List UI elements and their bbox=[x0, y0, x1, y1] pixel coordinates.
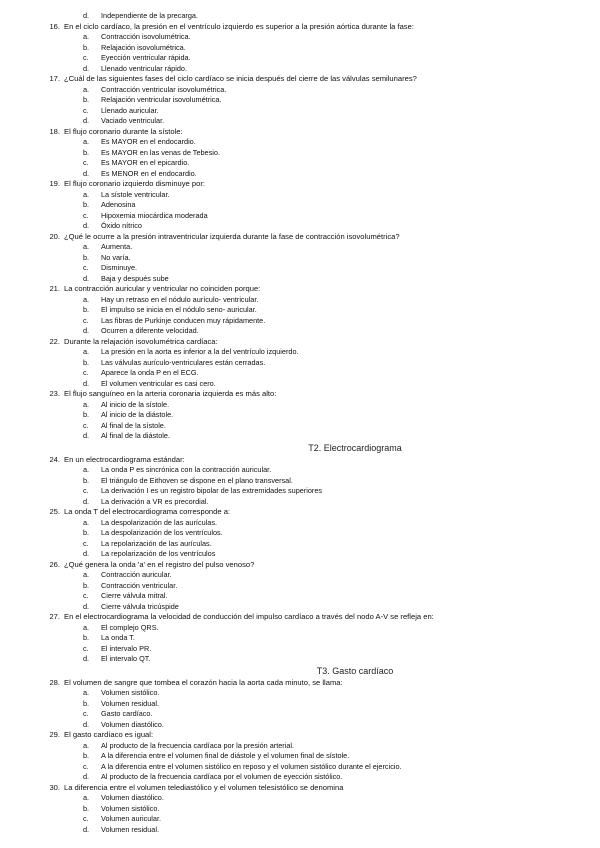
option-text: La despolarización de los ventrículos. bbox=[101, 528, 223, 537]
answer-option bbox=[0, 200, 600, 211]
answer-option bbox=[0, 326, 600, 337]
answer-option bbox=[0, 431, 600, 442]
question-number: 30. bbox=[49, 782, 60, 792]
option-text: Al final de la sístole. bbox=[101, 420, 166, 430]
question-number: 16. bbox=[49, 21, 60, 31]
answer-option bbox=[0, 253, 600, 264]
option-letter: d. bbox=[83, 326, 90, 335]
question-text: La onda T del electrocardiograma corresponde a: bbox=[64, 507, 231, 516]
answer-option bbox=[0, 497, 600, 508]
option-text: Contracción isovolumétrica. bbox=[101, 32, 191, 41]
answer-option bbox=[0, 32, 600, 43]
option-letter: d. bbox=[83, 824, 90, 834]
question-number: 28. bbox=[49, 677, 60, 687]
option-text: Volumen sistólico. bbox=[101, 803, 160, 813]
option-letter: c. bbox=[83, 210, 89, 220]
option-letter: d. bbox=[83, 221, 90, 230]
section-heading: T2. Electrocardiograma bbox=[308, 442, 402, 453]
option-letter: b. bbox=[83, 528, 90, 537]
option-letter: b. bbox=[83, 410, 90, 419]
exam-page bbox=[0, 11, 600, 835]
option-text: Es MENOR en el endocardio. bbox=[101, 168, 197, 178]
question-row bbox=[0, 730, 600, 741]
option-text: Contracción ventricular. bbox=[101, 580, 178, 590]
option-letter: b. bbox=[83, 305, 90, 314]
option-text: Al final de la diástole. bbox=[101, 431, 170, 440]
answer-option bbox=[0, 379, 600, 390]
answer-option bbox=[0, 720, 600, 731]
option-text: La derivación I es un registro bipolar de las extremidades superiores bbox=[101, 486, 323, 495]
option-text: El volumen ventricular es casi cero. bbox=[101, 378, 216, 388]
option-letter: d. bbox=[83, 496, 90, 506]
option-letter: c. bbox=[83, 263, 89, 272]
answer-option bbox=[0, 85, 600, 96]
answer-option bbox=[0, 570, 600, 581]
answer-option bbox=[0, 741, 600, 752]
option-text: El intervalo QT. bbox=[101, 654, 151, 663]
option-text: La onda P es sincrónica con la contracción auricular. bbox=[101, 465, 272, 474]
question-number: 19. bbox=[49, 179, 60, 188]
question-row bbox=[0, 22, 600, 33]
option-letter: a. bbox=[83, 84, 90, 94]
option-text: A la diferencia entre el volumen sistólico en reposo y el volumen sistólico durante el ejercicio. bbox=[101, 761, 402, 771]
answer-option bbox=[0, 709, 600, 720]
option-letter: b. bbox=[83, 803, 90, 813]
option-text: Llenado auricular. bbox=[101, 105, 159, 115]
option-letter: c. bbox=[83, 105, 89, 115]
option-letter: c. bbox=[83, 814, 89, 823]
question-number: 25. bbox=[49, 507, 60, 516]
answer-option bbox=[0, 528, 600, 539]
option-letter: c. bbox=[83, 315, 89, 325]
option-text: El complejo QRS. bbox=[101, 622, 159, 632]
option-text: Las válvulas aurículo-ventriculares están cerradas. bbox=[101, 357, 266, 367]
option-text: Óxido nítrico bbox=[101, 221, 142, 230]
answer-option bbox=[0, 772, 600, 783]
option-text: Volumen diastólico. bbox=[101, 719, 164, 729]
answer-option bbox=[0, 581, 600, 592]
option-text: Volumen auricular. bbox=[101, 814, 162, 823]
answer-option bbox=[0, 804, 600, 815]
option-text: Cierre válvula tricúspide bbox=[101, 601, 179, 611]
option-letter: a. bbox=[83, 137, 90, 146]
option-letter: a. bbox=[83, 294, 90, 304]
option-letter: b. bbox=[83, 42, 90, 52]
question-row bbox=[0, 337, 600, 348]
option-letter: b. bbox=[83, 252, 90, 262]
option-letter: d. bbox=[83, 273, 90, 283]
question-row bbox=[0, 455, 600, 466]
option-letter: a. bbox=[83, 242, 90, 251]
question-text: Durante la relajación isovolumétrica cardíaca: bbox=[64, 336, 218, 346]
option-text: La onda T. bbox=[101, 633, 135, 642]
answer-option bbox=[0, 158, 600, 169]
answer-option bbox=[0, 400, 600, 411]
answer-option bbox=[0, 211, 600, 222]
question-number: 20. bbox=[49, 231, 60, 241]
option-text: Al inicio de la sístole. bbox=[101, 399, 170, 409]
option-text: A la diferencia entre el volumen final de diástole y el volumen final de sístole. bbox=[101, 751, 350, 760]
option-text: Llenado ventricular rápido. bbox=[101, 63, 187, 73]
option-text: Adenosina bbox=[101, 200, 136, 209]
option-text: Independiente de la precarga. bbox=[101, 11, 198, 20]
question-number: 18. bbox=[49, 126, 60, 136]
answer-option bbox=[0, 53, 600, 64]
option-letter: c. bbox=[83, 53, 89, 62]
answer-option bbox=[0, 347, 600, 358]
option-letter: d. bbox=[83, 431, 90, 440]
option-letter: b. bbox=[83, 475, 90, 485]
option-letter: a. bbox=[83, 740, 90, 750]
option-letter: d. bbox=[83, 549, 90, 558]
option-letter: d. bbox=[83, 168, 90, 178]
option-text: Volumen residual. bbox=[101, 824, 160, 834]
option-text: Vaciado ventricular. bbox=[101, 116, 165, 125]
question-text: En el ciclo cardíaco, la presión en el ventrículo izquierdo es superior a la presión aórtica durante la fase: bbox=[64, 21, 414, 31]
answer-option bbox=[0, 549, 600, 560]
option-text: Cierre válvula mitral. bbox=[101, 591, 168, 600]
option-letter: b. bbox=[83, 580, 90, 590]
option-letter: a. bbox=[83, 399, 90, 409]
option-text: No varía. bbox=[101, 252, 131, 262]
option-letter: d. bbox=[83, 772, 90, 781]
answer-option bbox=[0, 305, 600, 316]
question-text: ¿Qué le ocurre a la presión intraventricular izquierda durante la fase de contracción isovolumétrica? bbox=[64, 231, 400, 241]
question-row bbox=[0, 127, 600, 138]
option-text: Las fibras de Purkinje conducen muy rápidamente. bbox=[101, 315, 266, 325]
option-text: Hay un retraso en el nódulo aurículo- ventricular. bbox=[101, 294, 259, 304]
question-row bbox=[0, 678, 600, 689]
option-text: Disminuye. bbox=[101, 263, 138, 272]
option-text: Volumen sistólico. bbox=[101, 688, 160, 697]
question-row bbox=[0, 389, 600, 400]
option-text: La derivación a VR es precordial. bbox=[101, 496, 209, 506]
option-text: Relajación ventricular isovolumétrica. bbox=[101, 95, 222, 104]
option-letter: d. bbox=[83, 654, 90, 663]
option-letter: c. bbox=[83, 761, 89, 771]
question-text: En el electrocardiograma la velocidad de conducción del impulso cardíaco a través del nodo A-V se refleja en: bbox=[64, 612, 434, 621]
option-text: Es MAYOR en las venas de Tebesio. bbox=[101, 147, 220, 157]
option-letter: a. bbox=[83, 622, 90, 632]
option-text: Eyección ventricular rápida. bbox=[101, 53, 191, 62]
option-letter: d. bbox=[83, 601, 90, 611]
question-text: ¿Qué genera la onda 'a' en el registro del pulso venoso? bbox=[64, 559, 255, 569]
option-text: La despolarización de las aurículas. bbox=[101, 517, 218, 527]
answer-option bbox=[0, 644, 600, 655]
option-text: La presión en la aorta es inferior a la del ventrículo izquierdo. bbox=[101, 347, 299, 356]
option-letter: a. bbox=[83, 189, 90, 199]
option-letter: c. bbox=[83, 368, 89, 377]
option-letter: d. bbox=[83, 378, 90, 388]
answer-option bbox=[0, 793, 600, 804]
question-number: 23. bbox=[49, 389, 60, 398]
answer-option bbox=[0, 316, 600, 327]
answer-option bbox=[0, 476, 600, 487]
option-text: Contracción ventricular isovolumétrica. bbox=[101, 84, 227, 94]
option-text: La repolarización de los ventrículos bbox=[101, 549, 216, 558]
question-number: 26. bbox=[49, 559, 60, 569]
question-text: El volumen de sangre que tombea el corazón hacia la aorta cada minuto, se llama: bbox=[64, 677, 343, 687]
question-row bbox=[0, 179, 600, 190]
answer-option bbox=[0, 274, 600, 285]
option-text: La sístole ventricular. bbox=[101, 189, 170, 199]
answer-option bbox=[0, 602, 600, 613]
option-letter: d. bbox=[83, 116, 90, 125]
option-text: Al producto de la frecuencia cardíaca por la presión arterial. bbox=[101, 740, 295, 750]
option-letter: c. bbox=[83, 486, 89, 495]
answer-option bbox=[0, 699, 600, 710]
option-letter: c. bbox=[83, 591, 89, 600]
option-text: Baja y después sube bbox=[101, 273, 169, 283]
answer-option bbox=[0, 654, 600, 665]
answer-option bbox=[0, 116, 600, 127]
answer-option bbox=[0, 486, 600, 497]
answer-option bbox=[0, 591, 600, 602]
option-text: El impulso se inicia en el nódulo seno- auricular. bbox=[101, 305, 257, 314]
option-letter: b. bbox=[83, 147, 90, 157]
answer-option bbox=[0, 137, 600, 148]
answer-option bbox=[0, 148, 600, 159]
answer-option bbox=[0, 465, 600, 476]
option-text: Gasto cardíaco. bbox=[101, 709, 153, 718]
option-letter: a. bbox=[83, 465, 90, 474]
option-text: Es MAYOR en el endocardio. bbox=[101, 137, 196, 146]
option-text: Volumen residual. bbox=[101, 698, 160, 708]
answer-option bbox=[0, 95, 600, 106]
question-number: 24. bbox=[49, 454, 60, 464]
answer-option bbox=[0, 421, 600, 432]
option-text: El triángulo de Eithoven se dispone en el plano transversal. bbox=[101, 475, 293, 485]
option-letter: a. bbox=[83, 570, 90, 579]
question-number: 21. bbox=[49, 284, 60, 293]
answer-option bbox=[0, 263, 600, 274]
question-text: El flujo coronario izquierdo disminuye por: bbox=[64, 179, 205, 188]
option-letter: d. bbox=[83, 719, 90, 729]
section-heading: T3. Gasto cardíaco bbox=[316, 665, 394, 676]
question-row bbox=[0, 232, 600, 243]
question-number: 17. bbox=[49, 74, 60, 83]
question-number: 22. bbox=[49, 336, 60, 346]
option-letter: a. bbox=[83, 347, 90, 356]
question-row bbox=[0, 783, 600, 794]
question-text: La contracción auricular y ventricular no coinciden porque: bbox=[64, 284, 261, 293]
answer-option bbox=[0, 623, 600, 634]
option-letter: b. bbox=[83, 95, 90, 104]
option-text: Hipoxemia miocárdica moderada bbox=[101, 210, 208, 220]
option-text: Al inicio de la diástole. bbox=[101, 410, 174, 419]
question-number: 29. bbox=[49, 730, 60, 739]
question-text: El gasto cardíaco es igual: bbox=[64, 730, 154, 739]
question-row bbox=[0, 507, 600, 518]
question-text: ¿Cuál de las siguientes fases del ciclo cardíaco se inicia después del cierre de las válvulas semilunares? bbox=[64, 74, 417, 83]
question-text: El flujo sanguíneo en la arteria coronaria izquierda es más alto: bbox=[64, 389, 277, 398]
option-letter: b. bbox=[83, 200, 90, 209]
option-letter: a. bbox=[83, 688, 90, 697]
question-row bbox=[0, 612, 600, 623]
answer-option bbox=[0, 242, 600, 253]
option-text: Volumen diastólico. bbox=[101, 793, 164, 802]
answer-option bbox=[0, 295, 600, 306]
answer-option bbox=[0, 358, 600, 369]
answer-option bbox=[0, 11, 600, 22]
question-text: En un electrocardiograma estándar: bbox=[64, 454, 185, 464]
answer-option bbox=[0, 518, 600, 529]
option-letter: b. bbox=[83, 698, 90, 708]
question-number: 27. bbox=[49, 612, 60, 621]
option-text: Relajación isovolumétrica. bbox=[101, 42, 186, 52]
option-text: Al producto de la frecuencia cardíaca por el volumen de eyección sistólico. bbox=[101, 772, 343, 781]
answer-option bbox=[0, 825, 600, 836]
question-row bbox=[0, 284, 600, 295]
option-letter: c. bbox=[83, 538, 89, 548]
option-letter: d. bbox=[83, 11, 90, 20]
answer-option bbox=[0, 688, 600, 699]
answer-option bbox=[0, 64, 600, 75]
option-text: Ocurren a diferente velocidad. bbox=[101, 326, 199, 335]
question-text: La diferencia entre el volumen telediastólico y el volumen telesistólico se denomina bbox=[64, 782, 344, 792]
answer-option bbox=[0, 368, 600, 379]
option-text: La repolarización de las aurículas. bbox=[101, 538, 212, 548]
option-text: El intervalo PR. bbox=[101, 643, 152, 653]
question-text: El flujo coronario durante la sístole: bbox=[64, 126, 183, 136]
option-letter: c. bbox=[83, 158, 89, 167]
answer-option bbox=[0, 221, 600, 232]
answer-option bbox=[0, 762, 600, 773]
option-letter: a. bbox=[83, 517, 90, 527]
answer-option bbox=[0, 43, 600, 54]
option-letter: c. bbox=[83, 643, 89, 653]
answer-option bbox=[0, 410, 600, 421]
answer-option bbox=[0, 633, 600, 644]
question-row bbox=[0, 560, 600, 571]
option-text: Contracción auricular. bbox=[101, 570, 172, 579]
answer-option bbox=[0, 190, 600, 201]
answer-option bbox=[0, 169, 600, 180]
option-text: Aumenta. bbox=[101, 242, 133, 251]
option-letter: d. bbox=[83, 63, 90, 73]
answer-option bbox=[0, 751, 600, 762]
option-letter: c. bbox=[83, 420, 89, 430]
answer-option bbox=[0, 814, 600, 825]
option-letter: c. bbox=[83, 709, 89, 718]
option-letter: a. bbox=[83, 793, 90, 802]
answer-option bbox=[0, 106, 600, 117]
option-letter: b. bbox=[83, 357, 90, 367]
option-text: Aparece la onda P en el ECG. bbox=[101, 368, 199, 377]
option-letter: b. bbox=[83, 633, 90, 642]
question-row bbox=[0, 74, 600, 85]
option-text: Es MAYOR en el epicardio. bbox=[101, 158, 190, 167]
option-letter: b. bbox=[83, 751, 90, 760]
option-letter: a. bbox=[83, 32, 90, 41]
answer-option bbox=[0, 539, 600, 550]
